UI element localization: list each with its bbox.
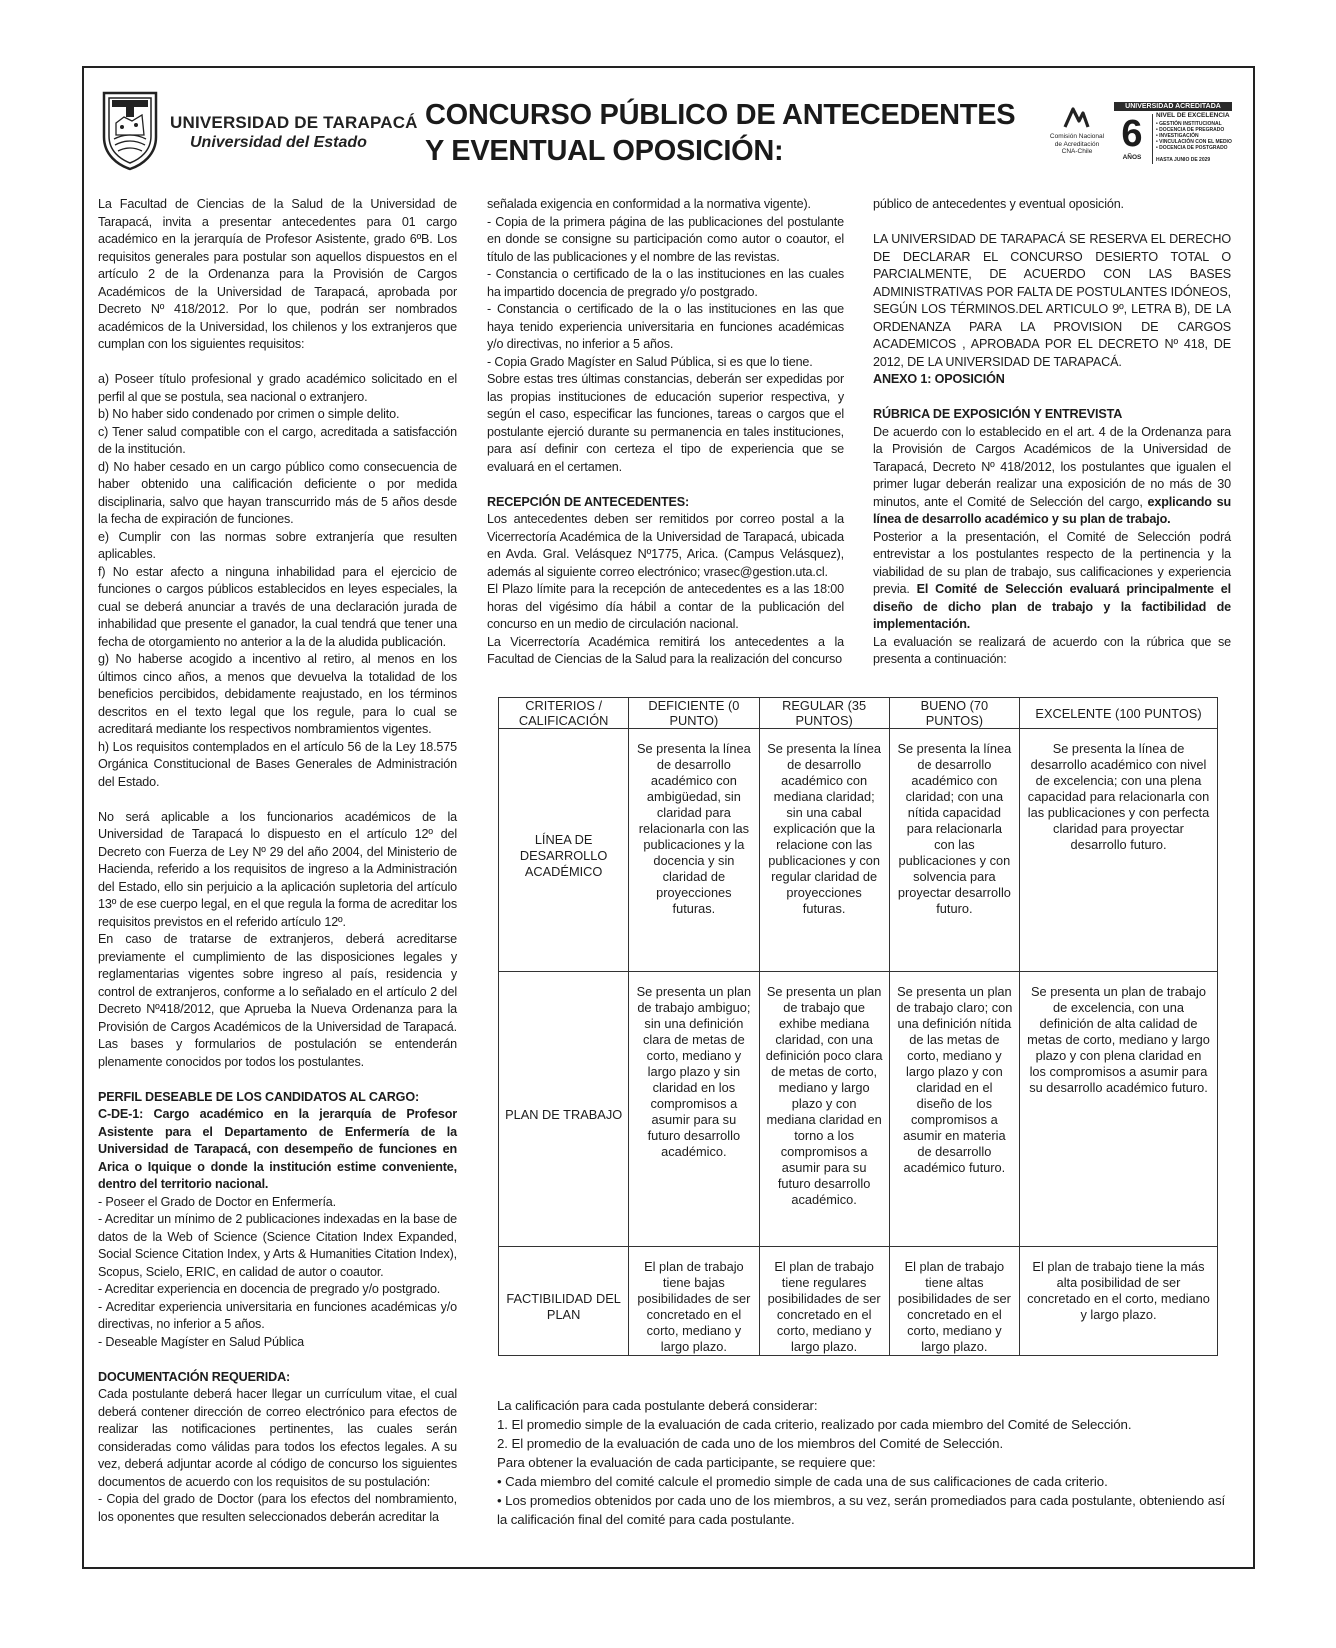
table-cell: Se presenta un plan de trabajo ambiguo; sin una definición clara de metas de corto, mediano y largo plazo y sin claridad en los compromisos a asumir para su futuro desarrollo académico.	[629, 972, 759, 1247]
requirement-f: f) No estar afecto a ninguna inhabilidad para el ejercicio de funciones o cargos públicos establecidos en leyes especiales, la cual se deberá anunciar a través de una declaración jurada de inhabilidad que presente el ganador, la cual tendrá que tener una fecha de otorgamiento no anterior a la de la aludida publicación.	[98, 564, 457, 649]
header-bueno: BUENO (70 PUNTOS)	[889, 698, 1019, 729]
requirement-e: e) Cumplir con las normas sobre extranjería que resulten aplicables.	[98, 529, 457, 561]
area-item: • DOCENCIA DE PREGRADO	[1156, 127, 1225, 133]
docs-item: - Copia de la primera página de las publicaciones del postulante en donde se consigne su participación como autor o coautor, el título de las publicaciones y el nombre de las revistas.	[487, 214, 844, 264]
header-criteria: CRITERIOS / CALIFICACIÓN	[499, 698, 629, 729]
rubric-intro: De acuerdo con lo establecido en el art. 4 de la Ordenanza para la Provisión de Cargos Académicos de la Universidad de Tarapacá, Decreto Nº 418/2012, los postulantes que igualen el primer lugar deberán realizar una exposición de no más de 30 minutos, ante el Comité de Selección del cargo, explicando su línea de desarrollo académico y su plan de trabajo.	[873, 424, 1231, 526]
not-applicable-paragraph: No será aplicable a los funcionarios académicos de la Universidad de Tarapacá lo dispuesto en el artículo 12º del Decreto con Fuerza de Ley Nº 29 del año 2004, del Ministerio de Hacienda, referido a los requisitos de ingreso a la Administración del Estado, ello sin perjuicio a la aplicación supletoria del artículo 13º de ese cuerpo legal, en el que regula la forma de acreditar los requisitos previstos en el referido artículo 12º.	[98, 809, 457, 929]
accreditation-areas	[1156, 121, 1232, 151]
table-cell: El plan de trabajo tiene altas posibilidades de ser concretado en el corto, mediano y largo plazo.	[889, 1247, 1019, 1356]
reception-heading: RECEPCIÓN DE ANTECEDENTES:	[487, 494, 690, 509]
header-excelente: EXCELENTE (100 PUNTOS)	[1020, 698, 1218, 729]
requirement-a: a) Poseer título profesional y grado académico solicitado en el perfil al que se postula, sea nacional o extranjero.	[98, 372, 457, 404]
accredited-label: UNIVERSIDAD ACREDITADA	[1114, 102, 1232, 111]
docs-intro: Cada postulante deberá hacer llegar un currículum vitae, el cual deberá contener dirección de correo electrónico para efectos de realizar las notificaciones pertinentes, las cuales serán consideradas como válidas para todos los efectos legales. A su vez, deberá adjuntar acorde al código de concurso los siguientes documentos de acuerdo con los requisitos de su postulación:	[98, 1387, 457, 1489]
table-row	[499, 972, 1218, 1247]
table-cell: Se presenta un plan de trabajo claro; con una definición nítida de las metas de corto, mediano y largo plazo y con claridad en el diseño de los compromisos a asumir en materia de desarrollo académico futuro.	[889, 972, 1019, 1247]
area-item: • GESTIÓN INSTITUCIONAL	[1156, 121, 1222, 127]
accreditation-level: NIVEL DE EXCELENCIA	[1156, 112, 1230, 119]
page-title	[425, 97, 1025, 169]
docs-item: - Constancia o certificado de la o las instituciones en las que haya tenido experiencia universitaria en funciones académicas y/o directivas, no inferior a 5 años.	[487, 302, 844, 351]
table-cell: Se presenta la línea de desarrollo académico con mediana claridad; sin una cabal explicación que la relacione con las publicaciones y con regular claridad de proyecciones futuras.	[759, 729, 889, 972]
requirement-d: d) No haber cesado en un cargo público como consecuencia de haber obtenido una calificación deficiente o por medida disciplinaria, salvo que hayan transcurrido más de 5 años desde la fecha de expiración de funciones.	[98, 459, 457, 526]
cna-line-3: CNA-Chile	[1061, 148, 1093, 155]
profile-item: - Poseer el Grado de Doctor en Enfermería.	[98, 1194, 336, 1209]
referral-continued: público de antecedentes y eventual oposición.	[873, 197, 1124, 211]
rubric-after-bold: El Comité de Selección evaluará principalmente el diseño de dicho plan de trabajo y la factibilidad de implementación.	[873, 582, 1231, 631]
title-line-2: Y EVENTUAL OPOSICIÓN:	[425, 135, 784, 167]
table-cell: El plan de trabajo tiene bajas posibilidades de ser concretado en el corto, mediano y largo plazo.	[629, 1247, 759, 1356]
accreditation-badge	[1042, 102, 1232, 166]
grading-line: • Cada miembro del comité calcule el promedio simple de cada una de sus calificaciones de cada criterio.	[497, 1474, 1108, 1489]
grading-line: 1. El promedio simple de la evaluación de cada criterio, realizado por cada miembro del Comité de Selección.	[497, 1417, 1132, 1432]
docs-item: - Copia del grado de Doctor (para los efectos del nombramiento, los oponentes que resulten seleccionados deberán acreditar la	[98, 1492, 457, 1524]
rubric-evaluation-note: La evaluación se realizará de acuerdo con la rúbrica que se presenta a continuación:	[873, 634, 1231, 666]
column-2	[487, 196, 844, 669]
table-cell: Se presenta la línea de desarrollo académico con ambigüedad, sin claridad para relacionarla con las publicaciones y la docencia y sin claridad de proyecciones futuras.	[629, 729, 759, 972]
accreditation-valid-until: HASTA JUNIO DE 2029	[1156, 157, 1211, 163]
referral-text: La Vicerrectoría Académica remitirá los antecedentes a la Facultad de Ciencias de la Salud para la realización del concurso	[487, 634, 844, 666]
docs-item: - Constancia o certificado de la o las instituciones en las cuales ha impartido docencia de pregrado y/o postgrado.	[487, 267, 844, 299]
university-subtitle: Universidad del Estado	[190, 134, 367, 151]
column-1	[98, 196, 457, 1526]
profile-item: - Acreditar experiencia en docencia de pregrado y/o postgrado.	[98, 1282, 441, 1296]
cna-logo	[1042, 102, 1112, 166]
table-cell: El plan de trabajo tiene la más alta posibilidad de ser concretado en el corto, mediano y largo plazo.	[1020, 1247, 1218, 1356]
docs-heading: DOCUMENTACIÓN REQUERIDA:	[98, 1369, 291, 1384]
annex-heading: ANEXO 1: OPOSICIÓN	[873, 372, 1005, 386]
university-name: UNIVERSIDAD DE TARAPACÁ	[170, 113, 418, 132]
table-cell: Se presenta la línea de desarrollo académico con nivel de excelencia; con una plena capacidad para relacionarla con las publicaciones y con perfecta claridad para proyectar desarrollo futuro.	[1020, 729, 1218, 972]
reserve-right-text: LA UNIVERSIDAD DE TARAPACÁ SE RESERVA EL DERECHO DE DECLARAR EL CONCURSO DESIERTO TOTAL O PARCIALMENTE, DE ACUERDO CON LAS BASES ADMINISTRATIVAS POR FALTA DE POSTULANTES IDÓNEOS, SEGÚN LOS TÉRMINOS.DEL ARTICULO 9º, LETRA B), DE LA ORDENANZA PARA LA PROVISION DE CARGOS ACADEMICOS , APROBADA POR EL DECRETO Nº 418, DE 2012, DE LA UNIVERSIDAD DE TARAPACÁ.	[873, 232, 1231, 369]
grading-line: Para obtener la evaluación de cada participante, se requiere que:	[497, 1455, 876, 1470]
criterion-cell: FACTIBILIDAD DEL PLAN	[499, 1247, 629, 1356]
cna-mark-icon	[1062, 105, 1090, 131]
criterion-cell: PLAN DE TRABAJO	[499, 972, 629, 1247]
title-line-1: CONCURSO PÚBLICO DE ANTECEDENTES	[425, 99, 1016, 131]
university-crest-logo	[102, 91, 158, 171]
rubric-table	[498, 697, 1218, 1356]
requirement-c: c) Tener salud compatible con el cargo, acreditada a satisfacción de la institución.	[98, 424, 457, 456]
docs-item: - Copia Grado Magíster en Salud Pública, si es que lo tiene.	[487, 354, 813, 369]
area-item: • DOCENCIA DE POSTGRADO	[1156, 145, 1228, 151]
table-cell: Se presenta la línea de desarrollo académico con claridad; con una nítida capacidad para relacionarla con las publicaciones y con solvencia para proyectar desarrollo futuro.	[889, 729, 1019, 972]
grading-instructions	[497, 1396, 1232, 1529]
cna-line-2: de Acreditación	[1054, 140, 1100, 148]
table-row	[499, 729, 1218, 972]
reception-text: Los antecedentes deben ser remitidos por correo postal a la Vicerrectoría Académica de la Universidad de Tarapacá, ubicada en Avda. Gral. Velásquez Nº1775, Arica. (Campus Velásquez), además al siguiente correo electrónico; vrasec@gestion.uta.cl.	[487, 512, 844, 579]
badge-divider	[1152, 114, 1153, 164]
docs-item-continued: señalada exigencia en conformidad a la normativa vigente).	[487, 197, 811, 211]
deadline-text: El Plazo límite para la recepción de antecedentes es a las 18:00 horas del vigésimo día hábil a contar de la publicación del concurso en un medio de circulación nacional.	[487, 582, 844, 631]
rubric-after: Posterior a la presentación, el Comité de Selección podrá entrevistar a los postulantes respecto de la pertinencia y la viabilidad de su plan de trabajo, sus calificaciones y experiencia previa. El Comité de Selección evaluará principalmente el diseño de dicho plan de trabajo y la factibilidad de implementación.	[873, 529, 1231, 631]
grading-line: 2. El promedio de la evaluación de cada uno de los miembros del Comité de Selección.	[497, 1436, 1004, 1451]
profile-item: - Deseable Magíster en Salud Pública	[98, 1334, 305, 1349]
area-item: • VINCULACIÓN CON EL MEDIO	[1156, 139, 1232, 145]
requirement-b: b) No haber sido condenado por crimen o simple delito.	[98, 407, 400, 421]
header-deficiente: DEFICIENTE (0 PUNTO)	[629, 698, 759, 729]
profile-item: - Acreditar un mínimo de 2 publicaciones indexadas en la base de datos de la Web of Science (Science Citation Index Expanded, Social Science Citation Index, y Arts & Humanities Citation Index), Scopus, Scielo, ERIC, en calidad de autor o coautor.	[98, 1212, 457, 1279]
header-regular: REGULAR (35 PUNTOS)	[759, 698, 889, 729]
cna-line-1: Comisión Nacional	[1049, 133, 1105, 140]
column-3	[873, 196, 1231, 669]
area-item: • INVESTIGACIÓN	[1156, 133, 1199, 139]
rubric-intro-bold: explicando su línea de desarrollo académico y su plan de trabajo.	[873, 494, 1231, 526]
accreditation-years-label: AÑOS	[1122, 154, 1142, 161]
table-cell: El plan de trabajo tiene regulares posibilidades de ser concretado en el corto, mediano y largo plazo.	[759, 1247, 889, 1356]
profile-item: - Acreditar experiencia universitaria en funciones académicas y/o directivas, no inferior a 5 años.	[98, 1299, 457, 1331]
accreditation-panel	[1114, 102, 1232, 166]
profile-heading: PERFIL DESEABLE DE LOS CANDIDATOS AL CARGO:	[98, 1089, 420, 1104]
table-cell: Se presenta un plan de trabajo de excelencia, con una definición de alta calidad de metas de corto, mediano y largo plazo y con plena claridad en los compromisos a asumir para su desarrollo académico futuro.	[1020, 972, 1218, 1247]
grading-line: • Los promedios obtenidos por cada uno de los miembros, a su vez, serán promediados para cada postulante, obteniendo así la calificación final del comité para cada postulante.	[497, 1493, 1226, 1527]
grading-line: La calificación para cada postulante deberá considerar:	[497, 1398, 818, 1413]
docs-note: Sobre estas tres últimas constancias, deberán ser expedidas por las propias instituciones de educación superior respectiva, y según el caso, especificar las funciones, tareas o cargos que el postulante ejerció durante su permanencia en tales instituciones, para así definir con certeza el tipo de experiencia que se evaluará en el certamen.	[487, 372, 844, 474]
requirement-g: g) No haberse acogido a incentivo al retiro, al menos en los últimos cinco años, a menos que devuelva la totalidad de los beneficios percibidos, debidamente reajustado, en los términos descritos en el texto legal que los regule, para lo cual se acreditará mediante los respectivos nombramientos vigentes.	[98, 652, 457, 736]
table-cell: Se presenta un plan de trabajo que exhibe mediana claridad, con una definición poco clara de metas de corto, mediano y largo plazo y con mediana claridad en torno a los compromisos a asumir para su futuro desarrollo académico.	[759, 972, 889, 1247]
criterion-cell: LÍNEA DE DESARROLLO ACADÉMICO	[499, 729, 629, 972]
accreditation-years-number: 6	[1121, 113, 1143, 155]
rubric-heading: RÚBRICA DE EXPOSICIÓN Y ENTREVISTA	[873, 407, 1123, 421]
intro-paragraph: La Facultad de Ciencias de la Salud de la Universidad de Tarapacá, invita a presentar antecedentes para 01 cargo académico en la jerarquía de Profesor Asistente, grado 6ºB. Los requisitos generales para postular son aquellos dispuestos en el artículo 2 de la Ordenanza para la Provisión de Cargos Académicos de la Universidad de Tarapacá, aprobada por Decreto Nº 418/2012. Por lo que, podrán ser nombrados académicos de la Universidad, los chilenos y los extranjeros que cumplan con los siguientes requisitos:	[98, 197, 457, 351]
requirement-h: h) Los requisitos contemplados en el artículo 56 de la Ley 18.575 Orgánica Constitucional de Bases Generales de Administración del Estado.	[98, 739, 457, 789]
table-row	[499, 1247, 1218, 1356]
table-header-row	[499, 698, 1218, 729]
foreigners-paragraph: En caso de tratarse de extranjeros, deberá acreditarse previamente el cumplimiento de las disposiciones legales y reglamentarias vigentes sobre ingreso al país, residencia y control de extranjeros, conforme a lo señalado en el artículo 2 del Decreto Nº418/2012, que Aprueba la Nueva Ordenanza para la Provisión de Cargos Académicos de la Universidad de Tarapacá. Las bases y formularios de postulación se entenderán plenamente conocidos por todos los postulantes.	[98, 932, 457, 1069]
profile-position: C-DE-1: Cargo académico en la jerarquía de Profesor Asistente para el Departamento de Enfermería de la Universidad de Tarapacá, con desempeño de funciones en Arica o Iquique o donde la institución estime conveniente, dentro del territorio nacional.	[98, 1107, 457, 1191]
